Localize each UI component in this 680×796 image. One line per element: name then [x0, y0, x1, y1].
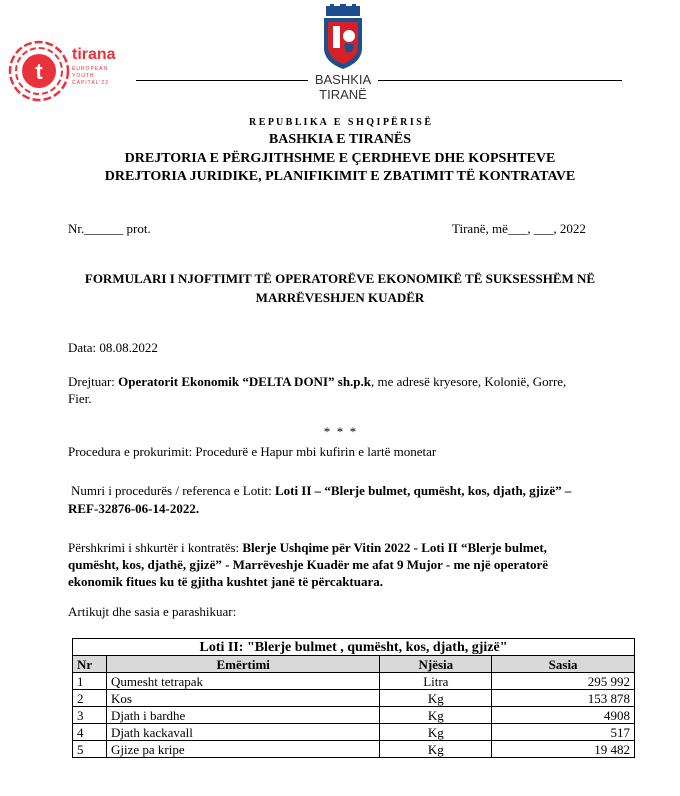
contract-description-prefix: Përshkrimi i shkurtër i kontratës:	[68, 540, 243, 555]
row-nr: 2	[73, 690, 107, 707]
column-header-nr: Nr	[73, 656, 107, 673]
tirane-label: TIRANË	[319, 87, 367, 102]
row-name: Gjize pa kripe	[106, 741, 379, 758]
table-row	[73, 673, 635, 690]
row-nr: 4	[73, 724, 107, 741]
row-quantity: 295 992	[492, 673, 635, 690]
row-unit: Kg	[380, 724, 492, 741]
addressee-address: , me adresë kryesore, Kolonië, Gorre,	[371, 374, 567, 389]
svg-text:t: t	[35, 59, 43, 84]
addressee	[68, 374, 628, 390]
tirana-logo	[8, 40, 128, 102]
row-nr: 5	[73, 741, 107, 758]
directorate-heading-1: DREJTORIA E PËRGJITHSHME E ÇERDHEVE DHE KOPSHTEVE	[124, 151, 556, 166]
items-intro: Artikujt dhe sasia e parashikuar:	[68, 604, 237, 619]
contract-description-line2: qumësht, kos, djathë, gjizë” - Marrëveshje Kuadër me afat 9 Mujor - me një operatorë	[68, 557, 549, 572]
table-header-row	[73, 656, 635, 673]
row-name: Kos	[106, 690, 379, 707]
header-rule	[136, 80, 308, 81]
items-table	[72, 638, 635, 758]
row-unit: Litra	[380, 673, 492, 690]
row-name: Qumesht tetrapak	[106, 673, 379, 690]
bashkia-label: BASHKIA	[314, 72, 372, 87]
municipality-heading: BASHKIA E TIRANËS	[268, 132, 412, 147]
tirana-wordmark: tirana	[72, 46, 116, 63]
addressee-operator: Operatorit Ekonomik “DELTA DONI”	[118, 374, 335, 389]
document-title-1: FORMULARI I NJOFTIMIT TË OPERATORËVE EKONOMIKË TË SUKSESSHËM NË	[84, 271, 596, 286]
row-name: Djath i bardhe	[106, 707, 379, 724]
table-row	[73, 707, 635, 724]
row-nr: 1	[73, 673, 107, 690]
municipality-crest	[320, 4, 366, 70]
place-date: Tiranë, më___, ___, 2022	[452, 221, 586, 236]
tirana-tagline-1: EUROPEAN	[72, 66, 109, 72]
row-quantity: 153 878	[492, 690, 635, 707]
row-nr: 3	[73, 707, 107, 724]
table-caption-row	[73, 639, 635, 656]
contract-description-line3: ekonomik fitues ku të gjitha kushtet janë të përcaktuara.	[68, 574, 384, 589]
crest-icon	[320, 4, 366, 70]
table-caption: Loti II: "Blerje bulmet , qumësht, kos, djath, gjizë"	[73, 639, 635, 656]
contract-description	[68, 540, 638, 556]
row-name: Djath kackavall	[106, 724, 379, 741]
table-row	[73, 690, 635, 707]
addressee-company-type: sh.p.k	[334, 374, 372, 389]
tirana-tagline-2: YOUTH	[72, 73, 95, 79]
document-date: Data: 08.08.2022	[68, 340, 158, 355]
table-row	[73, 724, 635, 741]
directorate-heading-2: DREJTORIA JURIDIKE, PLANIFIKIMIT E ZBATIMIT TË KONTRATAVE	[104, 169, 576, 184]
column-header-quantity: Sasia	[492, 656, 635, 673]
addressee-prefix: Drejtuar:	[68, 374, 119, 389]
lot-reference-code: REF-32876-06-14-2022.	[68, 501, 200, 516]
contract-description-title: Blerje Ushqime për Vitin 2022 - Loti II “Blerje bulmet,	[242, 540, 547, 555]
row-quantity: 517	[492, 724, 635, 741]
row-quantity: 4908	[492, 707, 635, 724]
row-unit: Kg	[380, 707, 492, 724]
header-rule-right	[378, 80, 622, 81]
addressee-city: Fier.	[68, 391, 92, 406]
tirana-mark-icon	[8, 40, 70, 102]
republic-heading: R E P U B L I K A E S H Q I P Ë R I S Ë	[249, 117, 431, 128]
protocol-number: Nr.______ prot.	[68, 221, 151, 236]
row-quantity: 19 482	[492, 741, 635, 758]
document-title-2: MARRËVESHJEN KUADËR	[255, 290, 425, 305]
tirana-tagline-3: CAPITAL'22	[72, 80, 109, 86]
row-unit: Kg	[380, 690, 492, 707]
section-separator: * * *	[323, 424, 357, 439]
table-row	[73, 741, 635, 758]
procurement-procedure: Procedura e prokurimit: Procedurë e Hapur mbi kufirin e lartë monetar	[68, 444, 437, 459]
lot-reference-title: Loti II – “Blerje bulmet, qumësht, kos, djath, gjizë” –	[274, 483, 572, 498]
row-unit: Kg	[380, 741, 492, 758]
lot-reference-prefix: Numri i procedurës / referenca e Lotit:	[71, 483, 275, 498]
column-header-unit: Njësia	[380, 656, 492, 673]
lot-reference	[71, 483, 641, 499]
column-header-name: Emërtimi	[106, 656, 379, 673]
